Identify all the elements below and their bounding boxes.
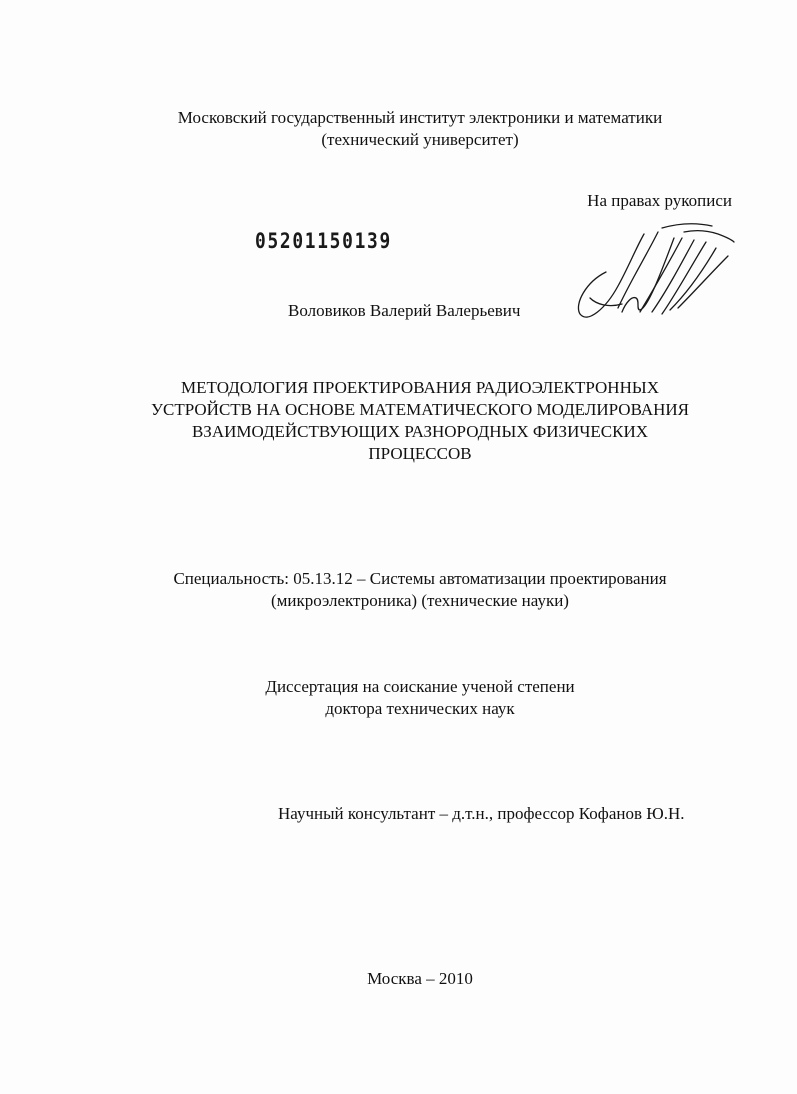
institution-subtitle: (технический университет)	[321, 130, 519, 149]
degree-line: доктора технических наук	[325, 699, 515, 718]
dissertation-degree-block	[80, 676, 760, 720]
title-line: УСТРОЙСТВ НА ОСНОВЕ МАТЕМАТИЧЕСКОГО МОДЕЛИРОВАНИЯ	[150, 400, 690, 419]
specialty-block	[80, 568, 760, 612]
manuscript-rights-note: На правах рукописи	[587, 191, 732, 210]
title-line: ПРОЦЕССОВ	[368, 444, 472, 463]
document-number-stamp: 05201150139	[255, 229, 392, 253]
specialty-line: Специальность: 05.13.12 – Системы автоматизации проектирования	[173, 569, 667, 588]
institution-name: Московский государственный институт электроники и математики	[177, 108, 663, 127]
author-name: Воловиков Валерий Валерьевич	[288, 301, 521, 320]
title-line: ВЗАИМОДЕЙСТВУЮЩИХ РАЗНОРОДНЫХ ФИЗИЧЕСКИХ	[191, 422, 649, 441]
dissertation-title	[80, 377, 760, 465]
title-line: МЕТОДОЛОГИЯ ПРОЕКТИРОВАНИЯ РАДИОЭЛЕКТРОННЫХ	[181, 378, 659, 397]
specialty-line: (микроэлектроника) (технические науки)	[271, 591, 569, 610]
degree-line: Диссертация на соискание ученой степени	[265, 677, 575, 696]
scientific-consultant: Научный консультант – д.т.н., профессор Кофанов Ю.Н.	[278, 804, 685, 823]
signature-image	[566, 212, 736, 324]
institution-header	[80, 107, 760, 151]
city-and-year: Москва – 2010	[367, 969, 473, 988]
